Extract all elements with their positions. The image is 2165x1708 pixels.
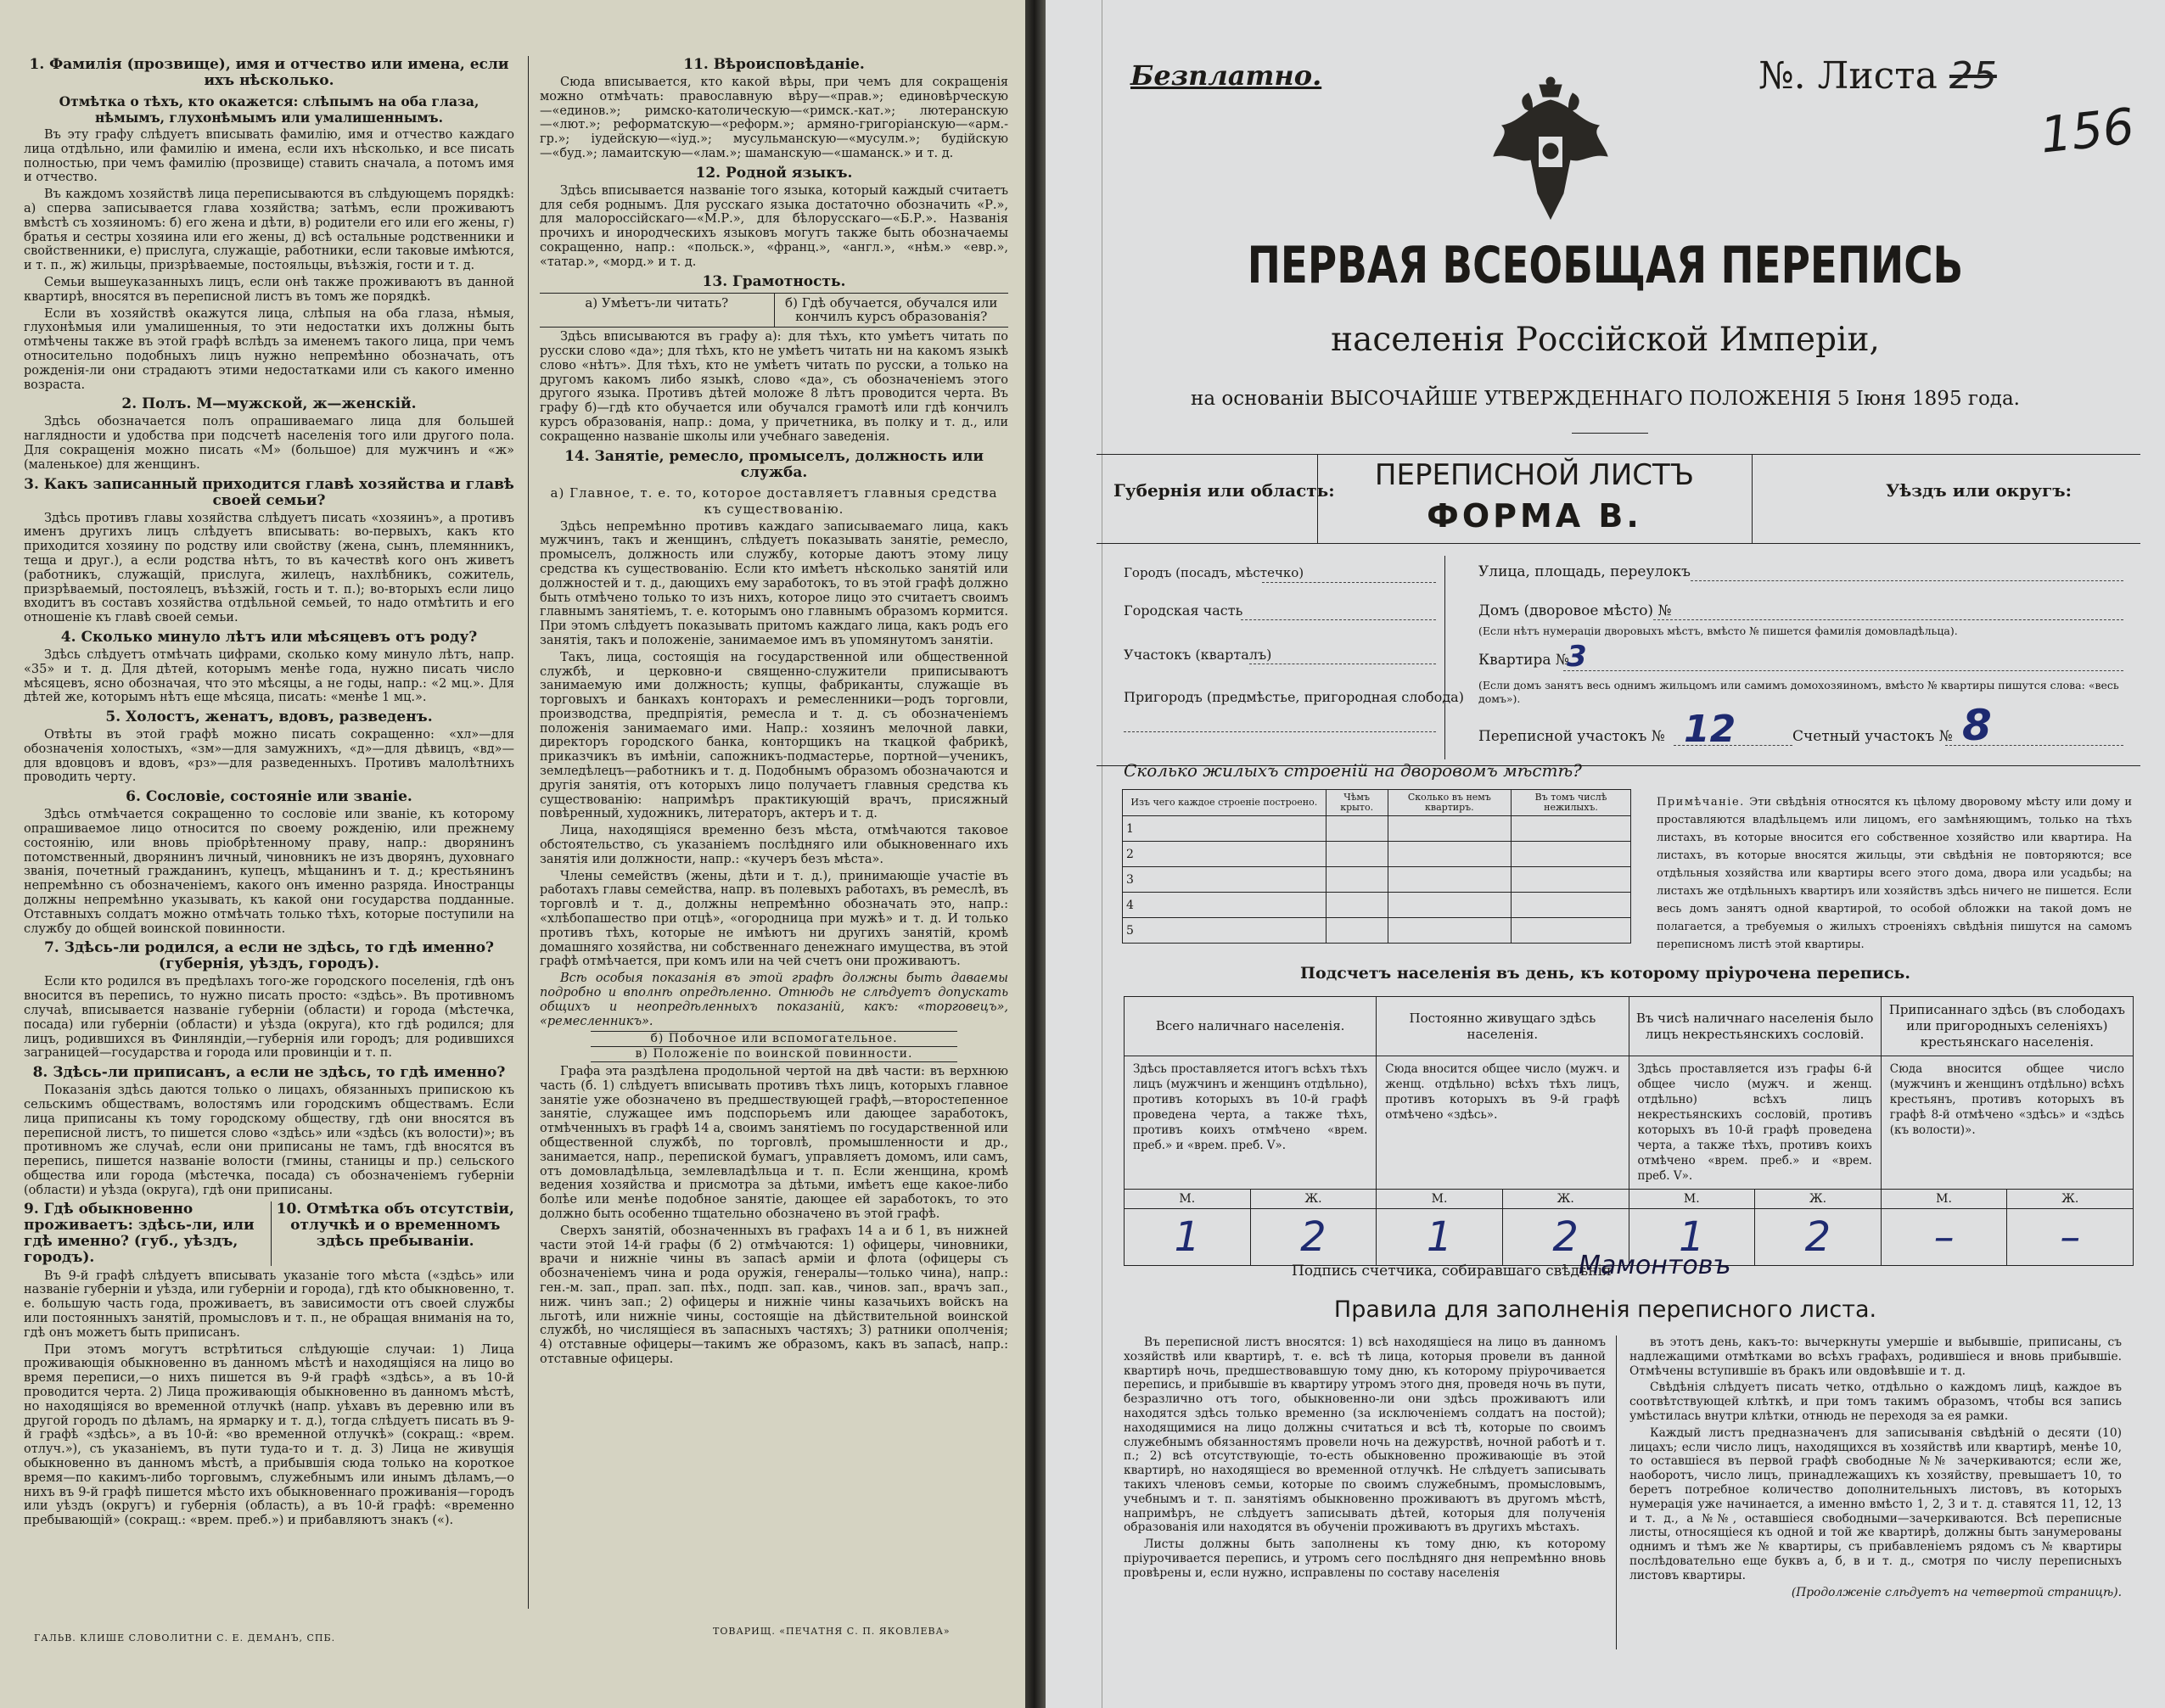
buildings-row <box>1123 867 1631 893</box>
buildings-row <box>1123 842 1631 867</box>
paragraph: Показанія здѣсь даются только о лицахъ, обязанныхъ припискою къ сельскимъ обществамъ, волостямъ или городскимъ обществамъ. Если лица приписаны къ тому городскому обществу, гдѣ они вносятся въ переписной листъ, то пишется слово «здѣсь» или «здѣсь (къ волости)»; въ противномъ же случаѣ, если они приписаны не тамъ, гдѣ вносятся въ перепись, пишется названіе волости (гмины, станицы и пр.) сельского общества или города (мѣстечка, посада) съ обозначеніемъ губерніи (области) и уѣзда (округа), гдѣ они приписаны. <box>24 1084 514 1197</box>
buildings-header-cell: Изъ чего каждое строеніе построено. <box>1123 790 1326 816</box>
count-header-cell: Постоянно живущаго здѣсь населенія. <box>1377 997 1629 1056</box>
printer-imprint: ТОВАРИЩ. «ПЕЧАТНЯ С. П. ЯКОВЛЕВА» <box>713 1626 951 1637</box>
rules-column-1 <box>1124 1336 1606 1671</box>
section-3-title: 3. Какъ записанный приходится главѣ хозяйства и главѣ своей семьи? <box>24 475 514 509</box>
paragraph: Свѣдѣнія слѣдуетъ писать четко, отдѣльно о каждомъ лицѣ, каждое въ соотвѣтствующей клѣткѣ, и при томъ такимъ образомъ, чтобы вся запись умѣстилась внутри клѣтки, отнюдь не переходя за ея рамки. <box>1629 1380 2122 1423</box>
section-12-title: 12. Родной языкъ. <box>695 164 853 182</box>
uezd-label: Уѣздъ или округъ: <box>1886 480 2072 501</box>
male-label: М. <box>1377 1190 1503 1209</box>
column-divider <box>1616 1336 1617 1649</box>
buildings-table <box>1122 789 1631 944</box>
building-number: 1 <box>1123 816 1326 842</box>
rules-column-2 <box>1629 1336 2122 1671</box>
header-rule-top <box>1097 454 2140 455</box>
count-header-cell: Въ чисѣ наличнаго населенія было лицъ некрестьянскихъ сословій. <box>1629 997 1881 1056</box>
buildings-header-cell: Чѣмъ крыто. <box>1326 790 1388 816</box>
suburb-label: Пригородъ (предмѣстье, пригородная слобода) <box>1124 689 1464 705</box>
count-table <box>1124 996 2134 1266</box>
building-cell[interactable] <box>1326 918 1388 944</box>
building-cell[interactable] <box>1512 893 1631 918</box>
counting-district-label: Счетный участокъ № <box>1792 728 1953 745</box>
title-sub: населенія Россійской Имперіи, <box>1331 321 1880 359</box>
female-label: Ж. <box>1755 1190 1882 1209</box>
paragraph: Здѣсь вписывается названіе того языка, который каждый считаетъ для себя роднымъ. Для русскаго языка достаточно обозначить «Р.», для малороссійскаго—«М.Р.», для бѣлорусскаго—«Б.Р.». Названія прочихъ и инородческихъ языковъ могутъ также быть обозначаемы сокращенно, напр.: «польск.», «франц.», «англ.», «нѣм.» «евр.», «татар.», «морд.» и т. д. <box>540 183 1008 269</box>
instructions-column-1 <box>24 53 514 1614</box>
paragraph: Сверхъ занятій, обозначенныхъ въ графахъ 14 а и б 1, въ нижней части этой 14-й графы (б 2) отмѣчаются: 1) офицеры, чиновники, врачи и нижніе чины въ запасѣ арміи и флота (офицеры съ обозначеніемъ чина и рода оружія, генералы—только чина), напр.: ген.-м. зап., прап. зап. пѣх., подп. зап. кав., чинов. зап., врачъ зап., ниж. чинъ зап.; 2) офицеры и нижніе чины казачьихъ войскъ на льготѣ, или нижніе чины, состоящіе на дѣйствительной воинской службѣ, но числящіеся въ запасныхъ частяхъ; 3) ратники ополченія; 4) отставные офицеры—такимъ же образомъ, какъ въ запасѣ, напр.: отставные офицеры. <box>540 1224 1008 1366</box>
city-field[interactable] <box>1262 582 1436 583</box>
paragraph: Если кто родился въ предѣлахъ того-же городского поселенія, гдѣ онъ вносится въ перепись, то нужно писать просто: «здѣсь». Въ противномъ случаѣ, вписывается названіе губерніи (области) и города (мѣстечка, посада) или губерніи (области) и уѣзда (округа), кто гдѣ родился; для лицъ, родившихся въ Финляндіи,—губернія или городъ; для родившихся заграницей—государства и города или провинціи и т. п. <box>24 975 514 1061</box>
section-8-title: 8. Здѣсь-ли приписанъ, а если не здѣсь, то гдѣ именно? <box>32 1064 506 1082</box>
paragraph: Члены семействъ (жены, дѣти и т. д.), принимающіе участіе въ работахъ главы семейства, напр. въ полевыхъ работахъ, въ ремеслѣ, въ торговлѣ и т. д., должны непремѣнно обозначать это, напр.: «хлѣбопашество при отцѣ», «огородница при мужѣ» и т. д. И только противъ тѣхъ, которые не имѣютъ ни другихъ занятій, кромѣ домашняго хозяйства, ни собственнаго денежнаго имущества, въ этой графѣ отмѣчается, при комъ или на чей счетъ они проживаютъ. <box>540 869 1008 969</box>
count-value-cell[interactable]: 1 <box>1377 1209 1503 1266</box>
female-label: Ж. <box>1502 1190 1629 1209</box>
paragraph: Въ переписной листъ вносятся: 1) всѣ находящіеся на лицо въ данномъ хозяйствѣ или квартирѣ, т. е. всѣ тѣ лица, которыя провели въ данной квартирѣ ночь, предшествовавшую тому дню, къ которому пріурочивается перепись, и прибывшіе въ квартиру утромъ этого дня, проведя ночь въ пути, безразлично отъ того, обыкновенно-ли они здѣсь проживаютъ или находятся здѣсь только временно (за исключеніемъ солдатъ на постой); находящимися на лицо должны считаться и всѣ тѣ, которые по своимъ служебнымъ обязанностямъ провели ночь на дежурствѣ, ночной работѣ и т. п.; 2) всѣ отсутствующіе, то-есть обыкновенно проживающіе въ этой квартирѣ, но находящіеся во временной отлучкѣ. Не слѣдуетъ записывать такихъ членовъ семьи, которые по своимъ служебнымъ, промысловымъ, учебнымъ и т. п. занятіямъ обыкновенно проживаютъ въ другомъ мѣстѣ, напримѣръ, не слѣдуетъ записывать дѣтей, которыя для полученія образованія или находятся въ обученіи проживаютъ въ другихъ мѣстахъ. <box>1124 1336 1606 1535</box>
signature-value: Мамонтовъ <box>1579 1251 1731 1280</box>
sheet-number-value: 25 <box>1949 54 1997 98</box>
title-basis: на основаніи ВЫСОЧАЙШЕ УТВЕРЖДЕННАГО ПОЛОЖЕНІЯ 5 Іюня 1895 года. <box>1191 388 2020 410</box>
section-1-subtitle: Отмѣтка о тѣхъ, кто окажется: слѣпымъ на оба глаза, нѣмымъ, глухонѣмымъ или умалишеннымъ. <box>59 93 480 126</box>
form-title: ПЕРЕПИСНОЙ ЛИСТЪ <box>1374 458 1695 492</box>
buildings-header-cell: Сколько въ немъ квартиръ. <box>1388 790 1511 816</box>
left-page <box>0 0 1025 1708</box>
count-description-cell: Сюда вносится общее число (мужчинъ и женщинъ отдѣльно) всѣхъ крестьянъ, противъ которыхъ въ графѣ 8-й отмѣчено «здѣсь» и «здѣсь (къ волости)». <box>1881 1056 2133 1190</box>
right-page <box>1046 0 2165 1708</box>
street-label: Улица, площадь, переулокъ <box>1478 563 1691 580</box>
building-cell[interactable] <box>1326 842 1388 867</box>
header-rule-bottom <box>1097 543 2140 544</box>
paragraph: Здѣсь непремѣнно противъ каждаго записываемаго лица, какъ мужчинъ, такъ и женщинъ, слѣдуетъ показывать занятіе, ремесло, промыселъ, должность или службу, которые даютъ этому лицу средства къ существованію. Если кто имѣетъ нѣсколько занятій или должностей и т. д., дающихъ ему заработокъ, то въ этой графѣ должно быть отмѣчено только то изъ нихъ, которое лицо это считаетъ своимъ главнымъ занятіемъ, т. е. которымъ оно главнымъ образомъ кормится. При этомъ слѣдуетъ показывать притомъ каждаго лица, какъ родъ его занятія, такъ и положеніе, занимаемое имъ въ упомянутомъ занятіи. <box>540 519 1008 647</box>
building-cell[interactable] <box>1326 816 1388 842</box>
apt-label: Квартира № <box>1478 652 1569 669</box>
census-district-value: 12 <box>1684 708 1736 751</box>
section-7-title: 7. Здѣсь-ли родился, а если не здѣсь, то гдѣ именно? (губернія, уѣздъ, городъ). <box>43 939 494 973</box>
column-divider <box>528 56 529 1609</box>
building-number: 5 <box>1123 918 1326 944</box>
apt-field[interactable] <box>1563 670 2123 671</box>
section-4-title: 4. Сколько минуло лѣтъ или мѣсяцевъ отъ роду? <box>60 628 478 646</box>
house-field[interactable] <box>1653 619 2123 620</box>
building-cell[interactable] <box>1388 842 1511 867</box>
building-cell[interactable] <box>1388 816 1511 842</box>
house-note: (Если нѣтъ нумераціи дворовыхъ мѣстъ, вмѣсто № пишется фамилія домовладѣльца). <box>1478 624 1958 637</box>
building-cell[interactable] <box>1512 816 1631 842</box>
buildings-row <box>1123 816 1631 842</box>
count-value-cell[interactable]: 1 <box>1125 1209 1251 1266</box>
instructions-column-2 <box>540 53 1008 1614</box>
section-10-title: 10. Отмѣтка объ отсутствіи, отлучкѣ и о временномъ здѣсь пребываніи. <box>271 1201 515 1266</box>
street-field[interactable] <box>1691 580 2123 581</box>
rules-title: Правила для заполненія переписного листа. <box>1333 1296 1877 1323</box>
sheet-label: №. Листа <box>1758 54 1938 98</box>
buildings-row <box>1123 893 1631 918</box>
paragraph: въ этотъ день, какъ-то: вычеркнуты умершіе и выбывшіе, приписаны, съ надлежащими отмѣтками во всѣхъ графахъ, родившіеся и вновь прибывшіе. Отмѣчены вступившіе въ бракъ или овдовѣвшіе и т. д. <box>1629 1336 2122 1378</box>
building-number: 2 <box>1123 842 1326 867</box>
building-number: 4 <box>1123 893 1326 918</box>
city-label: Городъ (посадъ, мѣстечко) <box>1124 565 1304 580</box>
free-label: Безплатно. <box>1130 59 1322 92</box>
paragraph: Графа эта раздѣлена продольной чертой на двѣ части: въ верхнюю часть (б. 1) слѣдуетъ вписывать противъ тѣхъ лицъ, которыхъ главное занятіе уже обозначено въ предшествующей графѣ,—второстепенное занятіе, служащее имъ подспорьемъ или дающее заработокъ, отмѣченныхъ въ графѣ 14 а, своимъ занятіемъ по государственной или общественной службѣ, по торговлѣ, промышленности и др., занимается, напр., перепиской бумагъ, управляетъ домомъ, или самъ, отъ домовладѣльца, землевладѣльца и т. п. Если женщина, кромѣ ведения хозяйства и присмотра за дѣтьми, имѣетъ еще какое-либо болѣе или менѣе подобное занятіе, дающее ей заработокъ, то это должно быть особенно тщательно обозначено въ этой графѣ. <box>540 1065 1008 1221</box>
note-text: Эти свѣдѣнія относятся къ цѣлому дворовому мѣсту или дому и проставляются владѣльцемъ или лицомъ, его замѣняющимъ, только на тѣхъ листахъ, въ которые вносится его собственное хозяйство или квартира. На листахъ, въ которые вносятся жильцы, эти свѣдѣнія не повторяются; все отдѣльныя хозяйства или квартиры всего этого дома, двора или усадьбы; на листахъ же отдѣльныхъ квартиръ или хозяйствъ здѣсь ничего не пишется. Если весь домъ занятъ одной квартирой, то особой обложки на такой домъ не полагается, а требуемыя о жилыхъ строеніяхъ свѣдѣнія пишутся на самомъ переписномъ листѣ этой квартиры. <box>1657 796 2133 951</box>
paragraph: Листы должны быть заполнены къ тому дню, къ которому пріурочивается перепись, и утромъ сего послѣдняго дня непремѣнно вновь провѣрены и, если нужно, исправлены по составу населенія <box>1124 1537 1606 1580</box>
paragraph: Здѣсь обозначается полъ опрашиваемаго лица для большей наглядности и удобства при подсчетѣ населенія того или другого пола. Для сокращенія можно писать «М» (большое) для мужчинъ и «ж» (маленькое) для женщинъ. <box>24 415 514 472</box>
male-label: М. <box>1125 1190 1251 1209</box>
city-part-field[interactable] <box>1241 619 1436 620</box>
section-14-subtitle: а) Главное, т. е. то, которое доставляетъ главныя средства къ существованію. <box>550 484 998 517</box>
count-value-cell[interactable]: – <box>2007 1209 2134 1266</box>
section-11-title: 11. Вѣроисповѣданіе. <box>683 56 865 73</box>
buildings-question: Сколько жилыхъ строеній на дворовомъ мѣстѣ? <box>1124 760 1582 781</box>
paragraph: Такъ, лица, состоящія на государственной или общественной службѣ, и церковно-и священно-служители приписываютъ занимаемую ими должность; купцы, фабриканты, служащіе въ торговыхъ и банкахъ конторахъ и ремесленники—родъ торговли, производства, предпріятія, ремесла и т. д. съ обозначеніемъ положенія занимаемаго ими. Напр.: хозяинъ мелочной лавки, директоръ городского банка, конторщикъ на ткацкой фабрикѣ, приказчикъ въ имѣніи, сапожникъ-подмастерье, портной—ученикъ, земледѣлецъ—работникъ и т. д. Подобнымъ образомъ обозначаются и другія занятія, отъ которыхъ лицо получаетъ главныя средства къ существованію: напримѣръ практикующій врачъ, присяжный повѣренный, художникъ, литераторъ, актеръ и т. д. <box>540 650 1008 821</box>
sheet-number-label <box>1758 54 1997 98</box>
signature-label: Подпись счетчика, собиравшаго свѣдѣнія <box>1292 1263 1612 1280</box>
count-value-cell[interactable]: – <box>1881 1209 2007 1266</box>
paragraph: Здѣсь вписываются въ графу а): для тѣхъ, кто умѣетъ читать по русски слово «да»; для тѣхъ, кто не умѣетъ читать ни на какомъ языкѣ слово «нѣтъ». Для тѣхъ, кто не умѣетъ читать по русски, а только на другомъ какомъ либо языкѣ, слово «да», съ обозначеніемъ этого другого языка. Противъ дѣтей моложе 8 лѣтъ проводится черта. Въ графу б)—гдѣ кто обучается или обучался грамотѣ или гдѣ кончилъ курсъ образованія, напр.: дома, у причетника, въ полку и т. д., или сокращенно названіе школы или учебнаго заведенія. <box>540 330 1008 444</box>
archive-number: 156 <box>2037 97 2137 165</box>
header-divider <box>1752 454 1753 543</box>
buildings-header-cell: Въ томъ числѣ нежилыхъ. <box>1512 790 1631 816</box>
section-2-title: 2. Полъ. М—мужской, ж—женскій. <box>121 395 417 413</box>
section-1-title: 1. Фамилія (прозвище), имя и отчество или имена, если ихъ нѣсколько. <box>29 56 509 89</box>
count-value-cell[interactable]: 1 <box>1629 1209 1755 1266</box>
paragraph: Въ каждомъ хозяйствѣ лица переписываются въ слѣдующемъ порядкѣ: а) сперва записывается глава хозяйства; затѣмъ, если проживаютъ вмѣстѣ съ хозяиномъ: б) его жена и дѣти, в) родители его или его жены, г) братья и сестры хозяина или его жены, д) всѣ остальные родственники и свойственники, е) прислуга, служащіе, работники, если таковые имѣются, и т. п., ж) жильцы, призрѣваемые, постояльцы, въѣзжія, гости и т. д. <box>24 188 514 273</box>
suburb-field[interactable] <box>1124 731 1436 732</box>
count-value-cell[interactable]: 2 <box>1502 1209 1629 1266</box>
female-label: Ж. <box>2007 1190 2134 1209</box>
district-label: Участокъ (кварталъ) <box>1124 647 1272 663</box>
fields-divider <box>1444 556 1445 759</box>
building-cell[interactable] <box>1388 893 1511 918</box>
count-value-cell[interactable]: 2 <box>1755 1209 1882 1266</box>
section-9-title: 9. Гдѣ обыкновенно проживаетъ: здѣсь-ли, или гдѣ именно? (губ., уѣздъ, городъ). <box>24 1200 255 1266</box>
building-cell[interactable] <box>1326 893 1388 918</box>
paragraph: Здѣсь отмѣчается сокращенно то сословіе или званіе, къ которому опрашиваемое лицо относится по своему рожденію, или прежнему состоянію, или вновь пріобрѣтенному праву, напр.: дворянинъ потомственный, дворянинъ личный, чиновникъ не изъ дворянъ, духовнаго званія, почетный гражданинъ, купецъ, мѣщанинъ и т. д.; крестьянинъ непремѣнно съ обозначеніемъ, какого онъ именно разряда. Иностранцы должны непремѣнно указывать, къ какой они государства подданные. Отставныхъ солдатъ можно отмѣчать только тѣхъ, которые поступили на службу до общей воинской повинности. <box>24 808 514 936</box>
female-label: Ж. <box>1250 1190 1377 1209</box>
count-value-cell[interactable]: 2 <box>1250 1209 1377 1266</box>
paragraph: Здѣсь противъ главы хозяйства слѣдуетъ писать «хозяинъ», а противъ именъ другихъ лицъ слѣдуетъ вписывать: во-первыхъ, какъ кто приходится хозяину по родству или свойству (жена, сынъ, племянникъ, теща и друг.), а если родства нѣтъ, то въ качествѣ кого онъ живетъ (работникъ, служащій, прислуга, жилецъ, нахлѣбникъ, сожитель, призрѣваемый, постоялецъ, въѣзжій, гость и т. п.); во-вторыхъ если лицо входитъ въ составъ хозяйства отдѣльной семьей, то надо отмѣтить и его отношеніе къ главѣ своей семьи. <box>24 511 514 625</box>
count-description-cell: Здѣсь проставляется итогъ всѣхъ тѣхъ лицъ (мужчинъ и женщинъ отдѣльно), противъ которыхъ въ 10-й графѣ проведена черта, а также тѣхъ, противъ коихъ отмѣчено «врем. преб.» и «врем. преб. V». <box>1125 1056 1377 1190</box>
building-cell[interactable] <box>1388 918 1511 944</box>
building-cell[interactable] <box>1388 867 1511 893</box>
male-label: М. <box>1629 1190 1755 1209</box>
paragraph: Въ 9-й графѣ слѣдуетъ вписывать указаніе того мѣста («здѣсь» или названіе губерніи и уѣзда, или губерніи и города), гдѣ кто обыкновенно, т. е. большую часть года, проживаетъ, въ зависимости отъ своей службы или постоянныхъ занятій, промысловъ и т. п., не обращая вниманія на то, гдѣ онъ можетъ быть приписанъ. <box>24 1268 514 1340</box>
buildings-note <box>1657 793 2132 954</box>
section-6-title: 6. Сословіе, состояніе или званіе. <box>126 788 412 806</box>
paragraph: Сюда вписывается, кто какой вѣры, при чемъ для сокращенія можно отмѣчать: православную вѣру—«прав.»; единовѣрческую—«единов.»; римско-католическую—«римск.-кат.»; лютеранскую—«лют.»; реформатскую—«реформ.»; армяно-григоріанскую—«арм.-гр.»; іудейскую—«іуд.»; мусульманскую—«мусулм.»; будійскую—«буд.»; ламаитскую—«лам.»; шаманскую—«шаманск.» и т. д. <box>540 76 1008 160</box>
apt-note: (Если домъ занятъ весь однимъ жильцомъ или самимъ домохозяиномъ, вмѣсто № квартиры пишутся слова: «весь домъ»). <box>1478 679 2119 705</box>
note-title: Примѣчаніе. <box>1657 796 1745 809</box>
building-cell[interactable] <box>1512 867 1631 893</box>
paragraph: Въ эту графу слѣдуетъ вписывать фамилію, имя и отчество каждаго лица отдѣльно, или фамилію и имена, если ихъ нѣсколько, и все писать полностью, при чемъ фамилію (прозвище) ставить сначала, а потомъ имя и отчество. <box>24 128 514 185</box>
paragraph: Лица, находящіяся временно безъ мѣста, отмѣчаются таковое обстоятельство, съ указаніемъ послѣдняго или обыкновеннаго ихъ занятія или должности, напр.: «кучеръ безъ мѣста». <box>540 824 1008 866</box>
rules-continued: (Продолженіе слѣдуетъ на четвертой страницѣ). <box>1791 1585 2122 1599</box>
section-14-title: 14. Занятіе, ремесло, промыселъ, должность или служба. <box>564 447 984 481</box>
book-spine <box>1025 0 1046 1708</box>
male-label: М. <box>1881 1190 2007 1209</box>
count-header-cell: Всего наличнаго населенія. <box>1125 997 1377 1056</box>
literacy-a-label: а) Умѣетъ-ли читать? <box>585 294 729 311</box>
house-label: Домъ (дворовое мѣсто) № <box>1478 602 1672 619</box>
literacy-b-label: б) Гдѣ обучается, обучался или кончилъ курсъ образованія? <box>774 294 1009 328</box>
count-description-cell: Сюда вносится общее число (мужч. и женщ. отдѣльно) всѣхъ тѣхъ лицъ, противъ которыхъ въ 9-й графѣ отмѣчено «здѣсь». <box>1377 1056 1629 1190</box>
paragraph: Отвѣты въ этой графѣ можно писать сокращенно: «хл»—для обозначенія холостыхъ, «зм»—для замужнихъ, «д»—для дѣвицъ, «вд»—для вдовцовъ и вдовъ, «рз»—для разведенныхъ. Противъ малолѣтнихъ проводить черту. <box>24 728 514 785</box>
census-district-label: Переписной участокъ № <box>1478 728 1665 745</box>
gubernia-label: Губернія или область: <box>1113 480 1335 501</box>
divider <box>1572 433 1648 434</box>
paragraph: При этомъ могутъ встрѣтиться слѣдующіе случаи: 1) Лица проживающія обыкновенно въ данномъ мѣстѣ и находящіяся на лицо во время переписи,—о нихъ пишется въ 9-й графѣ «здѣсь», а въ 10-й проводится черта. 2) Лица проживающія обыкновенно въ данномъ мѣстѣ, но находящіяся во временной отлучкѣ (напр. уѣхавъ въ деревню или въ другой городъ по дѣламъ, на ярмарку и т. д.), тогда слѣдуетъ писать въ 9-й графѣ «здѣсь», а въ 10-й: «во временной отлучкѣ» (сокращ.: «врем. отлуч.»), съ указаніемъ, въ пути туда-то и т. д. 3) Лица не живущія обыкновенно въ данномъ мѣстѣ, а прибывшія сюда только на короткое время—по какимъ-либо торговымъ, служебнымъ или инымъ дѣламъ,—о нихъ въ 9-й графѣ пишется мѣсто ихъ обыкновеннаго проживанія—городъ или уѣздъ (округъ) и губернія (область), а въ 10-й графѣ: «временно пребывающій» (сокращ.: «врем. преб.») и прибавляютъ знакъ («). <box>24 1342 514 1528</box>
building-number: 3 <box>1123 867 1326 893</box>
paragraph: Каждый листъ предназначенъ для записыванія свѣдѣній о десяти (10) лицахъ; если число лицъ, находящихся въ хозяйствѣ или квартирѣ, менѣе 10, то оставшіеся въ первой графѣ свободные №№ зачеркиваются; если же, наоборотъ, число лицъ, принадлежащихъ къ хозяйству, превышаетъ 10, то беретъ потребное количество дополнительныхъ листовъ, въ которыхъ нумерація уже начинается, а именно вмѣсто 1, 2, 3 и т. д. ставятся 11, 12, 13 и т. д., а №№, оставшіеся свободными—зачеркиваются. Всѣ переписные листы, относящіеся къ одной и той же квартирѣ, должны быть занумерованы однимъ и тѣмъ же № квартиры, съ прибавленіемъ рядомъ съ № квартиры послѣдовательно еще буквъ а, б, в и т. д., смотря по числу переписныхъ листовъ квартиры. <box>1629 1425 2122 1582</box>
apt-value: 3 <box>1567 640 1587 674</box>
printer-imprint: ГАЛЬВ. КЛИШЕ СЛОВОЛИТНИ С. Е. ДЕМАНЪ, СПБ. <box>34 1632 336 1644</box>
military-status-label: в) Положеніе по воинской повинности. <box>635 1047 913 1061</box>
building-cell[interactable] <box>1326 867 1388 893</box>
buildings-row <box>1123 918 1631 944</box>
secondary-occupation-label: б) Побочное или вспомогательное. <box>591 1032 957 1047</box>
paragraph: Всѣ особыя показанія въ этой графѣ должны быть даваемы подробно и вполнѣ опредѣленно. Отнюдь не слѣдуетъ допускать общихъ и неопредѣленныхъ показаній, какъ: «торговецъ», «ремесленникъ». <box>540 972 1008 1028</box>
count-header-cell: Приписаннаго здѣсь (въ слободахъ или пригородныхъ селеніяхъ) крестьянскаго населенія. <box>1881 997 2133 1056</box>
count-title: Подсчетъ населенія въ день, къ которому пріурочена перепись. <box>1300 964 1910 983</box>
section-5-title: 5. Холостъ, женатъ, вдовъ, разведенъ. <box>105 708 433 726</box>
imperial-eagle-emblem <box>1487 75 1614 227</box>
count-description-cell: Здѣсь проставляется изъ графы 6-й общее число (мужч. и женщ. отдѣльно) всѣхъ лицъ некрестьянскихъ сословій, противъ которыхъ въ 10-й графѣ проведена черта, а также тѣхъ, противъ коихъ отмѣчено «врем. преб.» и «врем. преб. V». <box>1629 1056 1881 1190</box>
building-cell[interactable] <box>1512 918 1631 944</box>
paragraph: Если въ хозяйствѣ окажутся лица, слѣпыя на оба глаза, нѣмыя, глухонѣмыя или умалишенныя, то эти недостатки ихъ должны быть отмѣчены также въ этой графѣ вслѣдъ за именемъ такого лица, при чемъ относительно подобныхъ лицъ нужно непремѣнно обозначать, отъ рожденія-ли они страдаютъ этими недостатками или съ какого именно возраста. <box>24 306 514 392</box>
city-part-label: Городская часть <box>1124 602 1243 619</box>
paragraph: Здѣсь слѣдуетъ отмѣчать цифрами, сколько кому минуло лѣтъ, напр. «35» и т. д. Для дѣтей, которымъ менѣе года, нужно писать число мѣсяцевъ, ясно обозначая, что это мѣсяцы, а не годы, напр.: «2 мц.». Для дѣтей же, которымъ нѣтъ еще мѣсяца, писать: «менѣе 1 мц.». <box>24 647 514 705</box>
paragraph: Семьи вышеуказанныхъ лицъ, если онѣ также проживаютъ въ данной квартирѣ, вносятся въ переписной листъ въ томъ же порядкѣ. <box>24 275 514 304</box>
title-main: ПЕРВАЯ ВСЕОБЩАЯ ПЕРЕПИСЬ <box>1247 236 1964 295</box>
section-13-title: 13. Грамотность. <box>702 272 846 290</box>
building-cell[interactable] <box>1512 842 1631 867</box>
counting-district-value: 8 <box>1962 701 1992 750</box>
form-type: ФОРМА В. <box>1427 497 1642 535</box>
